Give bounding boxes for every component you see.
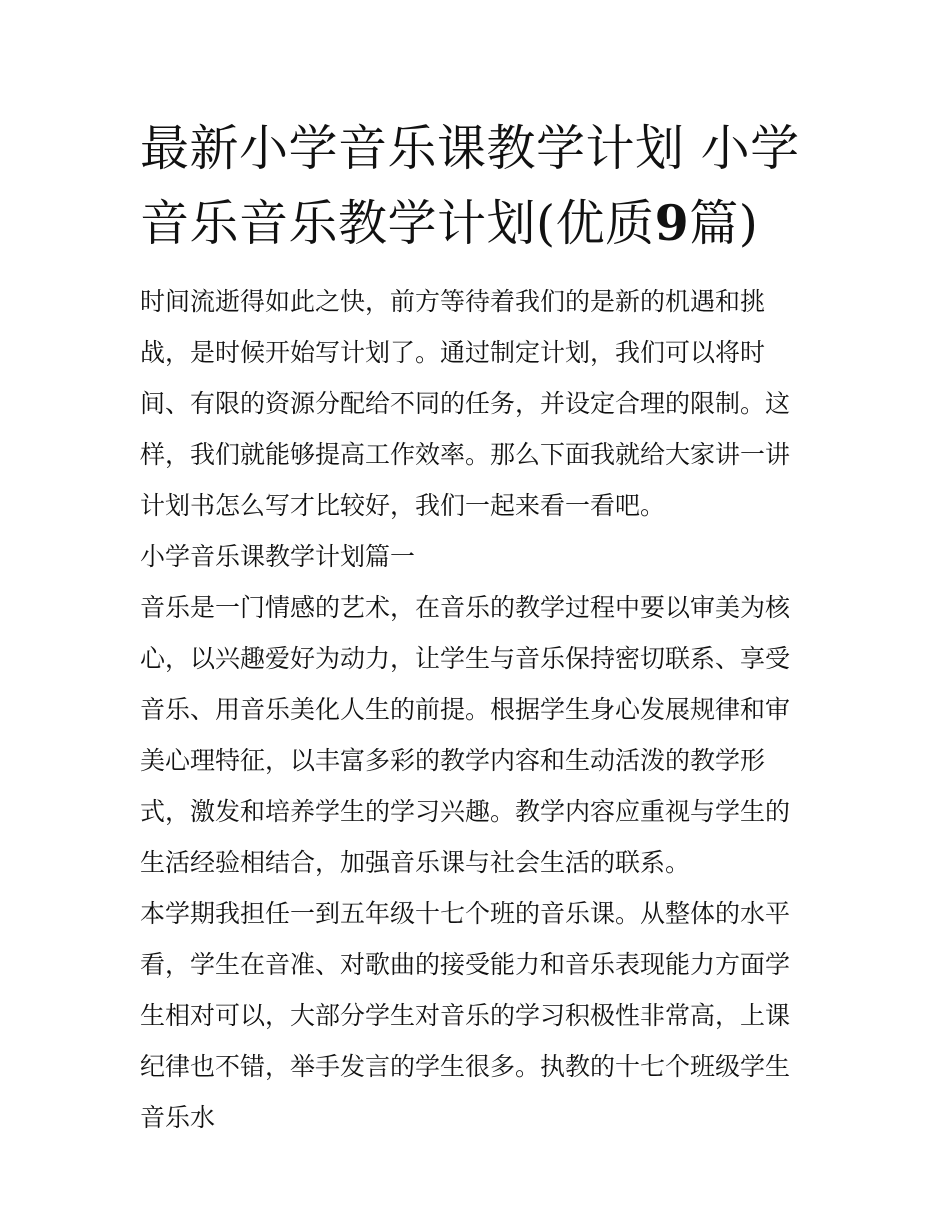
- body-paragraph-2: 本学期我担任一到五年级十七个班的音乐课。从整体的水平看，学生在音准、对歌曲的接受能力和音乐表现能力方面学生相对可以，大部分学生对音乐的学习积极性非常高，上课纪律也不错，举手发言的学生很多。执教的十七个班级学生音乐水: [140, 899, 791, 1132]
- title-number: 9: [654, 194, 690, 252]
- title-text-part1: 最新小学音乐课教学计划 小学音乐音乐教学计划(优质: [140, 120, 800, 252]
- section-heading: 小学音乐课教学计划篇一: [140, 542, 416, 571]
- title-text-part2: 篇): [689, 195, 759, 252]
- document-body: [140, 276, 812, 1143]
- intro-paragraph: 时间流逝得如此之快，前方等待着我们的是新的机遇和挑战，是时候开始写计划了。通过制定计划，我们可以将时间、有限的资源分配给不同的任务，并设定合理的限制。这样，我们就能够提高工作效率。那么下面我就给大家讲一讲计划书怎么写才比较好，我们一起来看一看吧。: [140, 287, 791, 520]
- document-title: [140, 112, 820, 261]
- body-paragraph-1: 音乐是一门情感的艺术，在音乐的教学过程中要以审美为核心，以兴趣爱好为动力，让学生与音乐保持密切联系、享受音乐、用音乐美化人生的前提。根据学生身心发展规律和审美心理特征，以丰富多彩的教学内容和生动活泼的教学形式，激发和培养学生的学习兴趣。教学内容应重视与学生的生活经验相结合，加强音乐课与社会生活的联系。: [140, 593, 791, 877]
